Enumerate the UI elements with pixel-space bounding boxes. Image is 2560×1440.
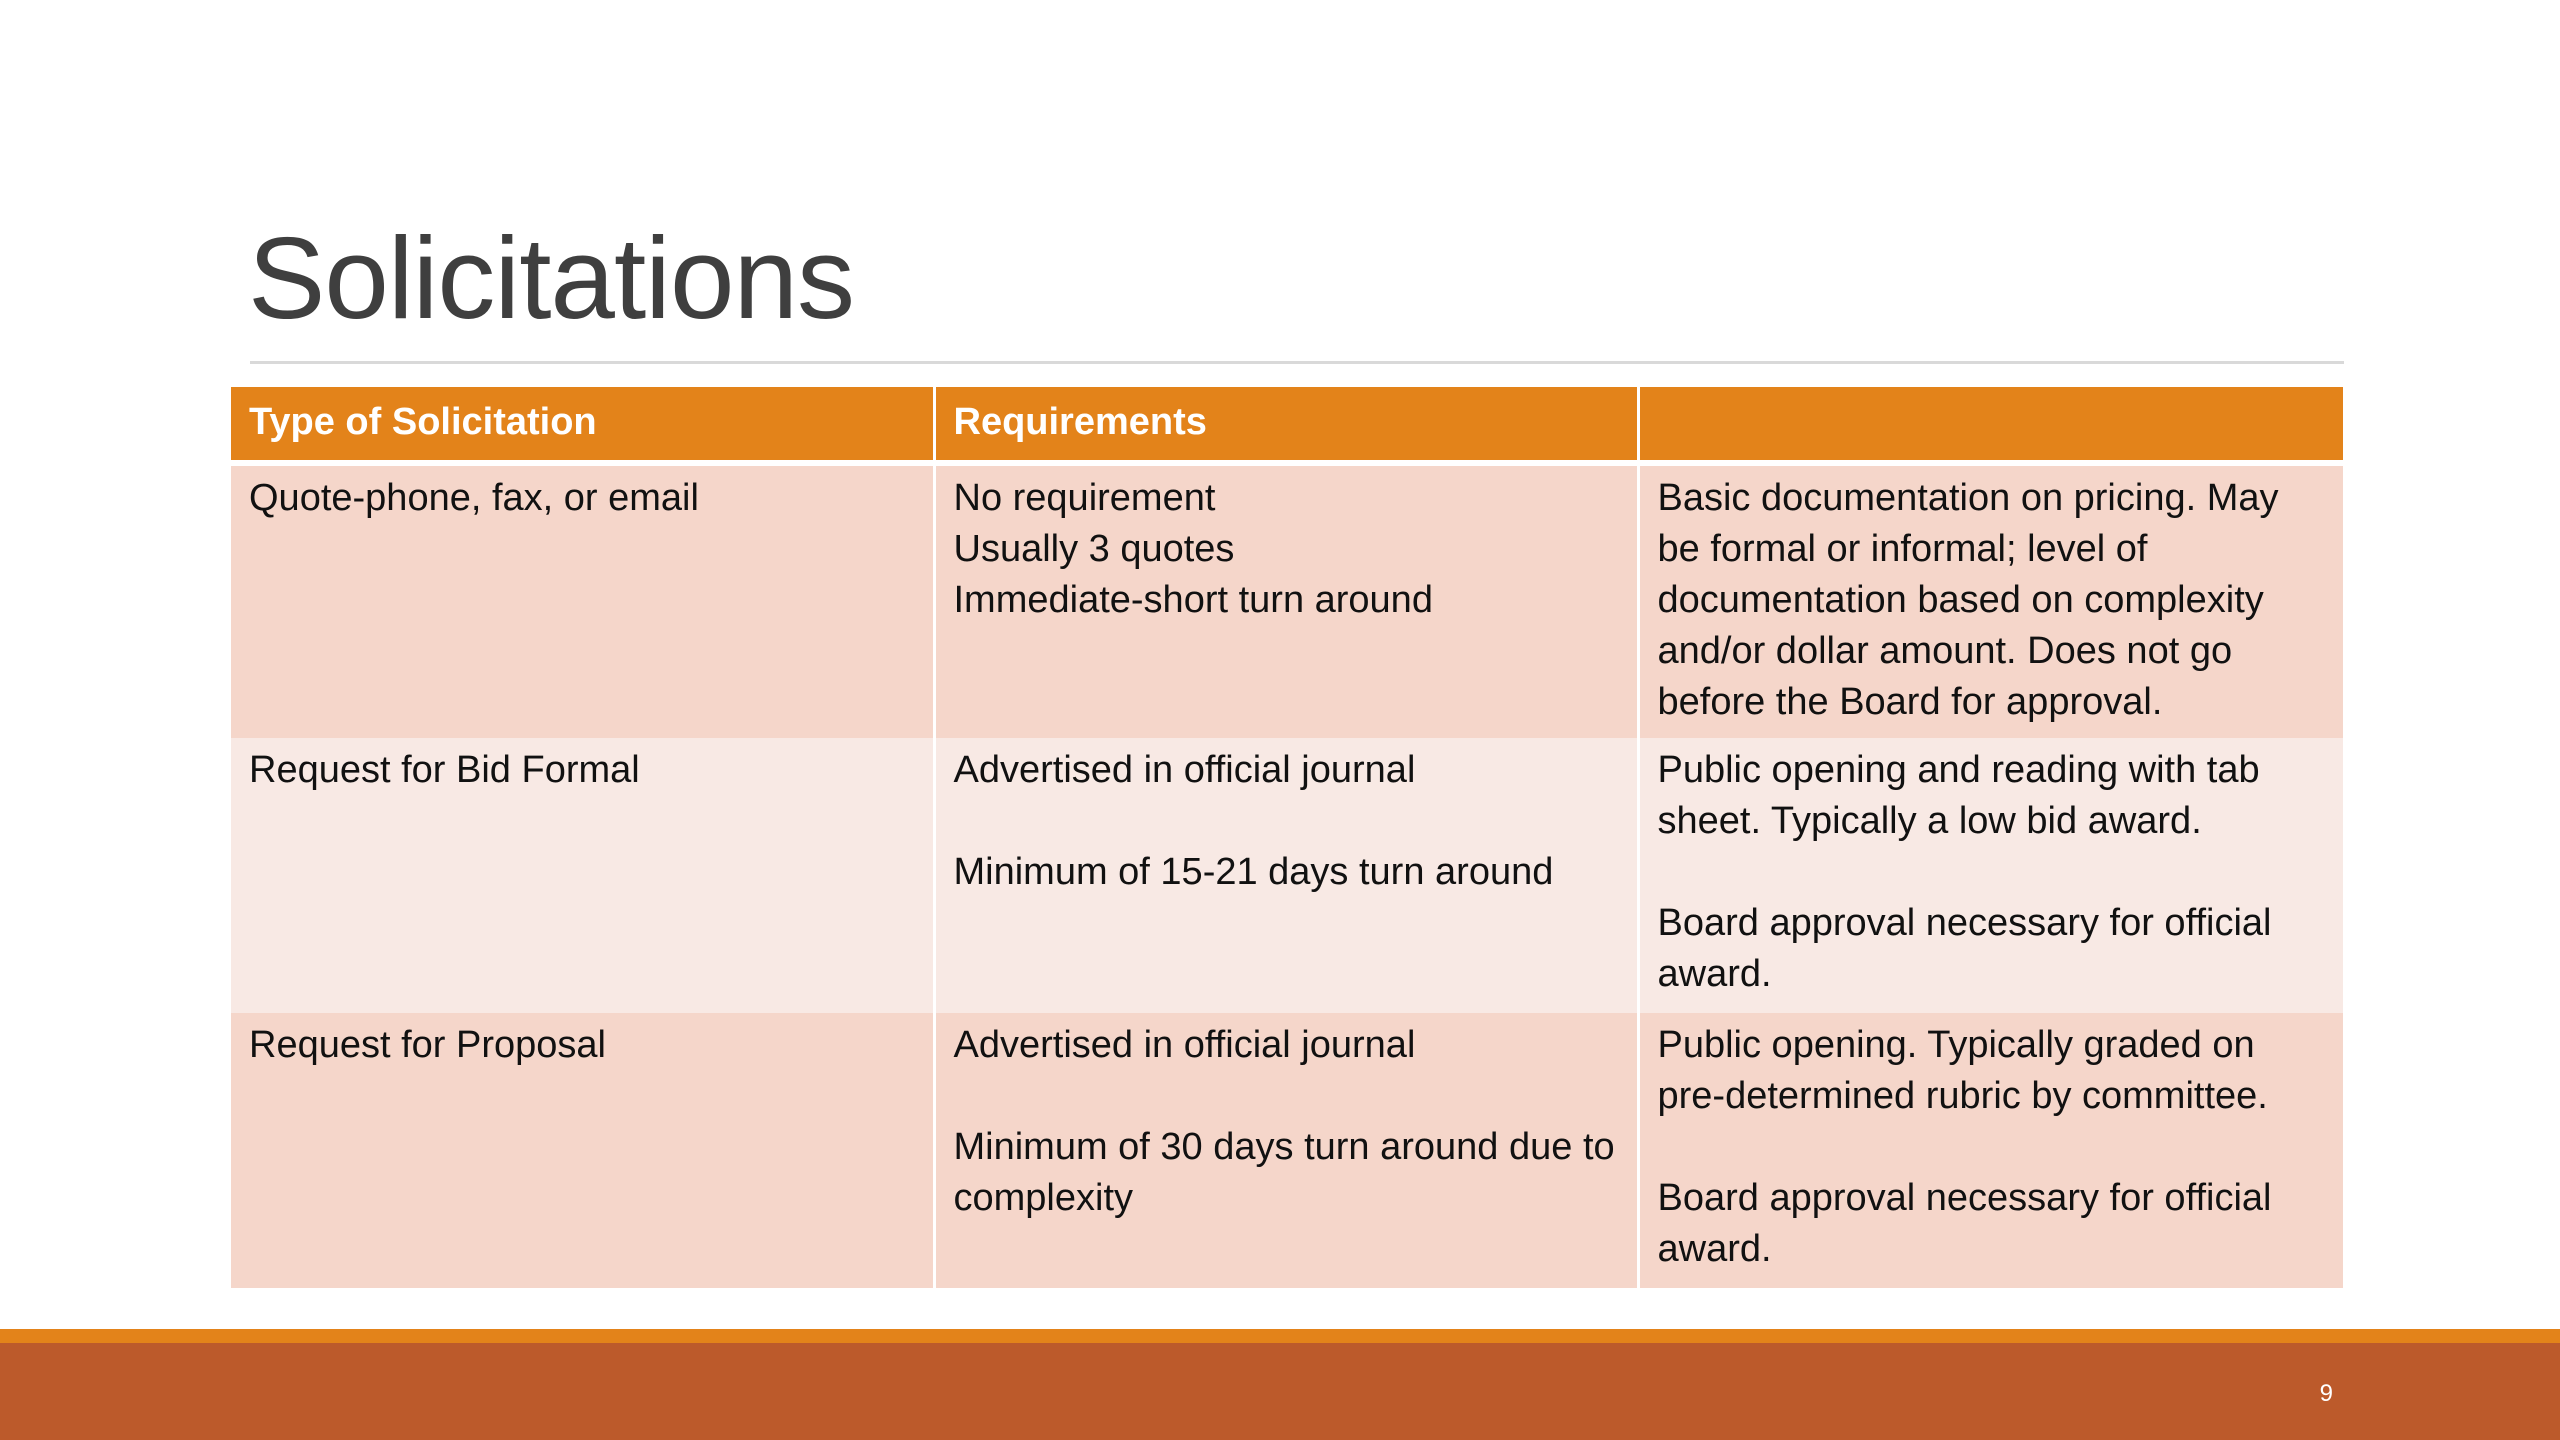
cell-type bbox=[231, 463, 934, 738]
table-row bbox=[231, 463, 2343, 738]
note-paragraph: Public opening and reading with tab sheet. Typically a low bid award. bbox=[1657, 749, 2271, 842]
cell-type bbox=[231, 1013, 934, 1288]
cell-type bbox=[231, 738, 934, 1013]
note-paragraph bbox=[1658, 847, 2326, 898]
type-text: Request for Proposal bbox=[249, 1024, 606, 1066]
footer-accent-stripe bbox=[0, 1329, 2560, 1343]
solicitations-table-container bbox=[231, 387, 2343, 1288]
table-row bbox=[231, 1013, 2343, 1288]
cell-notes bbox=[1638, 463, 2343, 738]
page-number: 9 bbox=[2319, 1380, 2333, 1407]
title-divider bbox=[250, 361, 2344, 364]
cell-requirements bbox=[934, 463, 1638, 738]
requirement-line: Minimum of 15-21 days turn around bbox=[953, 851, 1554, 893]
header-requirements: Requirements bbox=[934, 387, 1638, 463]
note-paragraph: Public opening. Typically graded on pre-determined rubric by committee. bbox=[1657, 1024, 2268, 1117]
note-paragraph: Basic documentation on pricing. May be formal or informal; level of documentation based on complexity and/or dollar amount. Does not go before the Board for approval. bbox=[1657, 477, 2290, 723]
slide-title: Solicitations bbox=[248, 213, 854, 343]
type-text: Request for Bid Formal bbox=[249, 749, 640, 791]
cell-notes bbox=[1638, 1013, 2343, 1288]
solicitations-table bbox=[231, 387, 2343, 1288]
requirement-line: No requirement bbox=[953, 477, 1216, 519]
cell-notes bbox=[1638, 738, 2343, 1013]
note-paragraph: Board approval necessary for official award. bbox=[1657, 1177, 2283, 1270]
header-type-of-solicitation: Type of Solicitation bbox=[231, 387, 934, 463]
note-paragraph bbox=[1658, 1122, 2326, 1173]
requirement-line bbox=[954, 796, 1619, 847]
table-row bbox=[231, 738, 2343, 1013]
cell-requirements bbox=[934, 1013, 1638, 1288]
requirement-line: Immediate-short turn around bbox=[953, 579, 1433, 621]
requirement-line: Minimum of 30 days turn around due to complexity bbox=[953, 1126, 1626, 1219]
requirement-line: Advertised in official journal bbox=[953, 749, 1416, 791]
table-header-row bbox=[231, 387, 2343, 463]
requirement-line bbox=[954, 1071, 1619, 1122]
footer-bar bbox=[0, 1343, 2560, 1440]
note-paragraph: Board approval necessary for official award. bbox=[1657, 902, 2283, 995]
header-notes bbox=[1638, 387, 2343, 463]
requirement-line: Advertised in official journal bbox=[953, 1024, 1416, 1066]
requirement-line: Usually 3 quotes bbox=[953, 528, 1235, 570]
cell-requirements bbox=[934, 738, 1638, 1013]
type-text: Quote-phone, fax, or email bbox=[249, 477, 699, 519]
